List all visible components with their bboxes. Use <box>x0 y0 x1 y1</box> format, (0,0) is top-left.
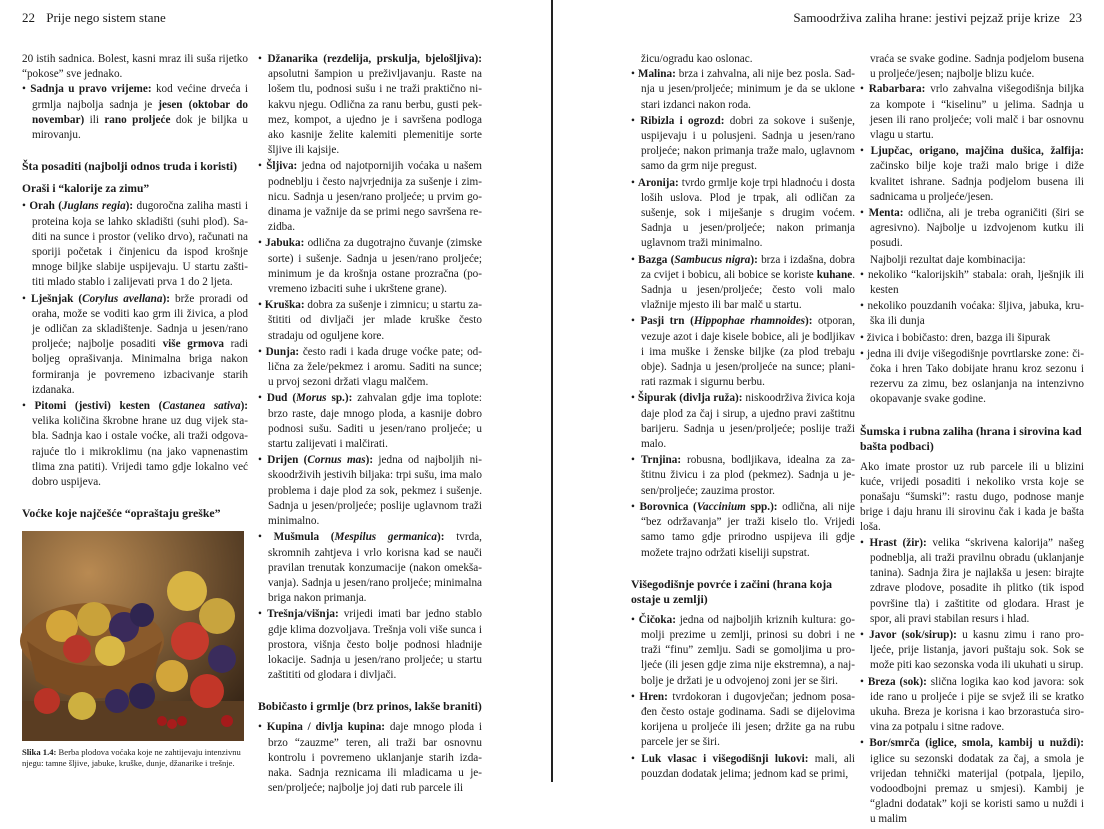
list-item: • Džanarika (rezdelija, prskulja, bjelošljiva): apsolutni šampion u preživljavanju. Raste na lošem tlu, podnosi sušu i ne traži praktično nikakvu njegu. Odlična za ranu berbu, gusti pekmez, kompot, a ujedno je i savršena podloga ako kasnije želite kalemiti plemenitije sorte šljive ili kajsije. <box>258 53 483 157</box>
continued-text: žicu/ogradu kao oslonac. <box>641 53 753 65</box>
list-item: • Javor (sok/sirup): u kasnu zimu i rano proljeće, prije listanja, javori puštaju sok. Sok se može piti kao sezonska voda ili ukuhati u sirup. <box>860 628 1084 672</box>
right-column-1 <box>631 52 855 783</box>
continued-text: vraća se svake godine. Sadnja podjelom busena u proljeće/jesen; najbolje blizu kuće. <box>870 53 1084 81</box>
list-item: • Rabarbara: vrlo zahvalna višegodišnja biljka za kompote i “kiselinu” u jelima. Sadnja u jesen ili rano proljeće; voli malč i bar osnovnu vlagu u startu. <box>860 83 1085 142</box>
list-item: • Sadnja u pravo vrijeme: kod većine drveća i grmlja najbolja sadnja je jesen (oktobar do novembar) ili rano proljeće dok je biljka u mirovanju. <box>22 83 248 142</box>
fruit-basket-illustration <box>22 531 244 741</box>
list-item: • Trešnja/višnja: vrijedi imati bar jedno stablo gdje klima dozvoljava. Trešnja voli više sunca i prostora, višnja često bolje podnosi hladnije lokacije. Sadnja u jesen/rano proljeće; u startu zaštititi od glodara i divljači. <box>258 608 483 682</box>
fruit-basket-image <box>22 531 244 741</box>
list-item: • nekoliko “kalorijskih” stabala: orah, lješnjik ili kesten <box>860 268 1085 297</box>
section-heading: Šumska i rubna zaliha (hrana i sirovina kad bašta podbaci) <box>860 423 1082 453</box>
combo-intro: Najbolji rezultat daje kombinacija: <box>870 253 1026 266</box>
list-item: • jedna ili dvije višegodišnje povrtlarske zone: čičoka i hren Tako dobijate hranu kroz sezonu i rezervu za zimu, bez oslanjanja na intenzivno okopavanje svake godine. <box>860 347 1084 406</box>
right-page <box>553 0 1104 826</box>
list-item: • Aronija: tvrdo grmlje koje trpi hladnoću i dosta loših uslova. Plod je trpak, ali odličan za sušenje, sok i miješanje s drugim voćem. Sadnja u jesen/proljeće; nakon primanja uglavnom traži minimalno. <box>631 176 855 250</box>
page-number: 23 <box>1069 10 1082 25</box>
left-column-2 <box>258 52 482 797</box>
running-head: Samoodrživa zaliha hrane: jestivi pejzaž prije krize <box>793 10 1060 25</box>
list-item: • Jabuka: odlična za dugotrajno čuvanje (zimske sorte) i sušenje. Sadnja u jesen/rano proljeće; minimum je da krošnja ostane prozračna (povremeno izbaciti suhe i ukrštene grane). <box>258 237 483 296</box>
list-item: • Bazga (Sambucus nigra): brza i izdašna, dobra za cvijet i bobicu, ali bobice se koriste kuhane. Sadnja u jesen/proljeće; često voli malo vlažnije mjesto ili bar malč u startu. <box>631 253 855 312</box>
section-heading: Šta posaditi (najbolji odnos truda i koristi) <box>22 159 238 174</box>
list-item: • Kupina / divlja kupina: daje mnogo ploda i brzo “zauzme” teren, ali traži bar osnovnu kontrolu i povremeno uklanjanje starih izdanaka. Sadnja reznicama ili mladicama u jesen/proljeće; najbolje joj dati rub parcele ili <box>258 721 482 795</box>
list-item: • Borovnica (Vaccinium spp.): odlična, ali nije “bez održavanja” jer traži kiselo tlo. Vrijedi samo tamo gdje prirodno uspijeva ili gdje možete trajno održati kiseliji supstrat. <box>631 500 856 559</box>
list-item: • Ljupčac, origano, majčina dušica, žalfija: začinsko bilje koje traži malo brige i diže kvalitet ishrane. Sadnja podjelom busena ili sadnicama u proljeće/jesen. <box>860 145 1085 203</box>
list-item: • Malina: brza i zahvalna, ali nije bez posla. Sadnja u jesen/proljeće; minimum je da se uklone stari izdanci nakon roda. <box>631 68 855 111</box>
list-item: • Hren: tvrdokoran i dugovječan; jednom posađen često ostaje godinama. Sadi se dijelovima korijena u proljeće ili jesen; držite ga na rubu parcele jer se širi. <box>631 690 855 749</box>
figure-caption: Slika 1.4: Berba plodova voćaka koje ne zahtijevaju intenzivnu njegu: tamne šljive, jabuke, kruške, dunje, džanarike i trešnje. <box>22 747 241 769</box>
list-item: • Čičoka: jedna od najboljih kriznih kultura: gomolji prezime u zemlji, prinosi su dobri i ne traži “finu” zemlju. Sadi se gomoljima u proljeće (ili jesen gdje zima nije ekstremna), a najbolje je držati je u odvojenoj zoni jer se širi. <box>631 613 855 687</box>
list-item: • nekoliko pouzdanih voćaka: šljiva, jabuka, kruška ili dunja <box>860 300 1085 328</box>
right-column-2 <box>860 52 1084 829</box>
left-column-1 <box>22 52 248 769</box>
list-item: • Orah (Juglans regia): dugoročna zaliha masti i proteina koja se lahko skladišti (suhi plod). Saditi na sunce i prostor (veliko drvo), računati na sporiji početak i činjenicu da ispod krošnje mnoge biljke slabije uspijevaju. U startu zaštititi mlado stablo i zalijevati prva 1 do 2 ljeta. <box>22 200 249 289</box>
list-item: • Mušmula (Mespilus germanica): tvrda, skromnih zahtjeva i vrlo korisna kad se nauči pravilan trenutak konzumacije (nakon omekšavanja). Sadnja u jesen/rano proljeće; minimalna briga nakon primanja. <box>258 531 482 605</box>
list-item: • Kruška: dobra za sušenje i zimnicu; u startu zaštititi od divljači jer mlade kruške često stradaju od oguljene kore. <box>258 299 482 342</box>
list-item: • Dud (Morus sp.): zahvalan gdje ima toplote: brzo raste, daje mnogo ploda, a kasnije dobro podnosi sušu. Saditi u jesen/rano proljeće; u startu zalijevati i malčirati. <box>258 392 483 451</box>
section-heading: Voćke koje najčešće “opraštaju greške” <box>22 506 221 521</box>
section-heading: Bobičasto i grmlje (brz prinos, lakše braniti) <box>258 699 482 714</box>
list-item: • Dunja: često radi i kada druge voćke pate; odlična za žele/pekmez i aromu. Saditi na sunce; u prvoj sezoni držati vlagu malčem. <box>258 345 482 389</box>
list-item: • Drijen (Cornus mas): jedna od najboljih niskoodrživih jestivih biljaka: trpi sušu, ima malo problema i daje plod za sok, pekmez i sušenje. Sadnja u jesen/proljeće; poslije uglavnom traži minimalno. <box>258 454 483 528</box>
list-item: • Šipurak (divlja ruža): niskoodrživa živica koja daje plod za čaj i sirup, a ujedno pravi zaštitnu barijeru. Sadnja u jesen/proljeće; poslije traži malo. <box>631 392 855 451</box>
section-heading: Višegodišnje povrće i začini (hrana koja ostaje u zemlji) <box>631 576 833 606</box>
list-item: • Pitomi (jestivi) kesten (Castanea sativa): velika količina škrobne hrane uz dug vijek stabla. Sadnja kao i ostale voćke, ali traži odgovarajuće tlo i mikroklimu (na jako vapnenastim tlima zna patiti). Vrijedi tamo gdje lokalno već dobro uspijeva. <box>22 400 249 489</box>
list-item: • Šljiva: jedna od najotpornijih voćaka u našem podneblju i često najvrjednija za sušenje i zimnicu. Sadnja u jesen/rano proljeće; u prvim godinama je važnije da se primi nego savršena rezidba. <box>258 160 483 234</box>
list-item: • Menta: odlična, ali je treba ograničiti (širi se agresivno). Najbolje u izdvojenom kutku ili posudi. <box>860 207 1084 250</box>
right-header <box>793 10 1082 26</box>
page-number: 22 <box>22 10 35 25</box>
subheading: Oraši i “kalorije za zimu” <box>22 183 150 196</box>
list-item: • Breza (sok): slična logika kao kod javora: sok ide rano u proljeće i pije se svjež ili se kratko ukuha. Breza je korisna i kao brzorastuća sirovina za potpalu i sitne radove. <box>860 675 1084 734</box>
left-header <box>22 10 166 26</box>
list-item: • Luk vlasac i višegodišnji lukovi: mali, ali pouzdan dodatak jelima; jednom kad se primi, <box>631 752 856 780</box>
list-item: • Ribizla i ogrozd: dobri za sokove i sušenje, uspijevaju i u polusjeni. Sadnja u jesen/rano proljeće; nakon primanja traže malo, uglavnom samo da grm nije pregust. <box>631 114 855 173</box>
list-item: • Pasji trn (Hippophae rhamnoides): otporan, vezuje azot i daje kisele bobice, ali je bodljikav i ima muške i ženske biljke (za plod trebaju obje). Sadnja u jesen/proljeće na sunce; planirati razmak i sigurnu berbu. <box>631 315 855 389</box>
list-item: • Lješnjak (Corylus avellana): brže proradi od oraha, može se voditi kao grm ili živica, a plod je odličan za skladištenje. Sadnja u jesen/rano proljeće; najbolje posaditi više grmova radi boljeg oprašivanja. Minimalna briga nakon formiranja je povremeno izbacivanje starih izdanaka. <box>22 292 248 396</box>
list-item: • živica i bobičasto: dren, bazga ili šipurak <box>860 331 1051 344</box>
left-page <box>0 0 551 795</box>
intro-text: 20 istih sadnica. Bolest, kasni mraz ili suša rijetko “pokose” sve jednako. <box>22 53 248 81</box>
section-intro: Ako imate prostor uz rub parcele ili u blizini kuće, vrijedi posaditi i nekoliko vrsta koje se ponašaju “šumski”: rastu dugo, podnose manje brige i daju hranu ili sirovinu čak i kada je bašta loša. <box>860 460 1084 534</box>
list-item: • Bor/smrča (iglice, smola, kambij u nuždi): iglice su sezonski dodatak za čaj, a smola je vrijedan tehnički materijal (potpala, ljepilo, vodoodbojni premaz u smjesi). Kambij je “gladni dodatak” koji se koristi samo u nuždi i u malim <box>860 737 1084 826</box>
list-item: • Trnjina: robusna, bodljikava, idealna za zaštitnu živicu i za plod (pekmez). Sadnja u jesen/proljeće; zauzima prostor. <box>631 454 855 497</box>
running-head: Prije nego sistem stane <box>46 10 166 25</box>
list-item: • Hrast (žir): velika “skrivena kalorija” našeg podneblja, ali traži pravilnu obradu (uklanjanje tanina). Sadnja žira je najlakša u jesen: birajte zdrave plodove, posadite ih plitko (tik ispod površine tla) i zaštitite od glodara. Hrast je spor, ali pravi stabilan resurs i hlad. <box>860 536 1085 625</box>
